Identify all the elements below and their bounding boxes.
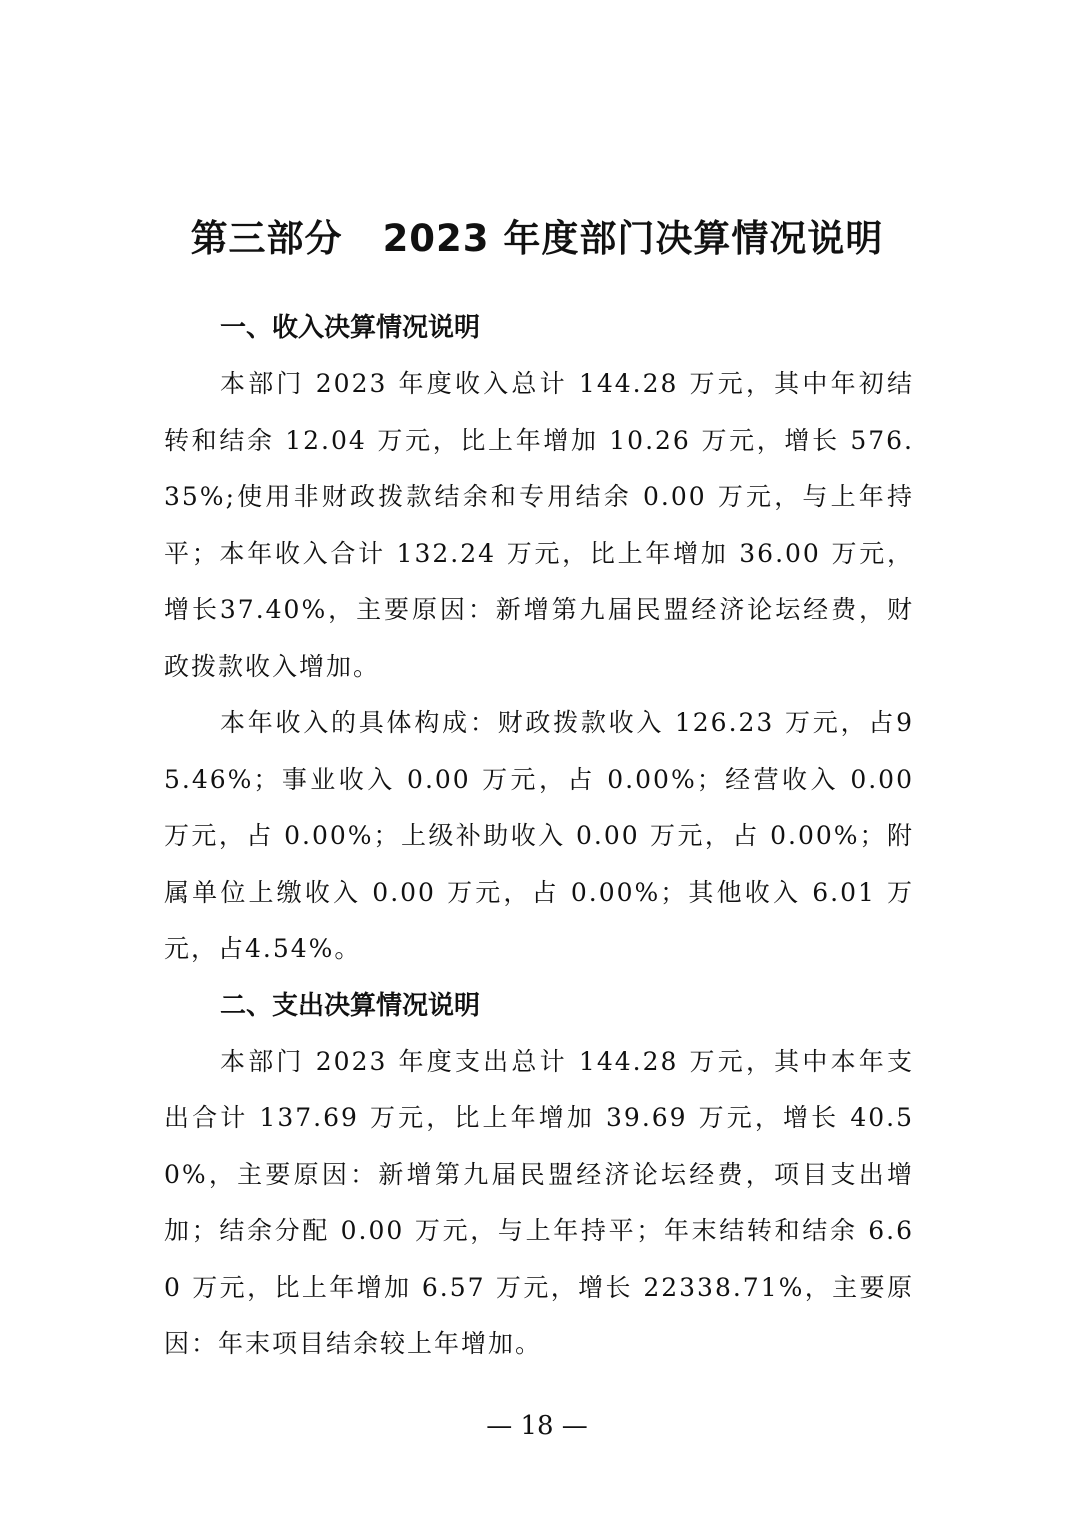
page-number: — 18 — <box>486 1411 588 1441</box>
income-paragraph-2: 本年收入的具体构成：财政拨款收入 126.23 万元，占95.46%；事业收入 0.00 万元，占 0.00%；经营收入 0.00 万元，占 0.00%；上级补助收入 0.00 万元，占 0.00%；附属单位上缴收入 0.00 万元，占 0.00%；其他收入 6.01 万元，占4.54%。 <box>164 708 914 963</box>
section-heading-expenditure: 二、支出决算情况说明 <box>220 990 481 1021</box>
income-paragraph-1: 本部门 2023 年度收入总计 144.28 万元，其中年初结转和结余 12.04 万元，比上年增加 10.26 万元，增长 576.35%;使用非财政拨款结余和专用结余 0.00 万元，与上年持平；本年收入合计 132.24 万元，比上年增加 36.00 万元，增长37.40%，主要原因：新增第九届民盟经济论坛经费，财政拨款收入增加。 <box>164 369 914 681</box>
section-heading-income: 一、收入决算情况说明 <box>220 313 481 343</box>
document-body <box>164 300 914 1373</box>
expenditure-paragraph-1: 本部门 2023 年度支出总计 144.28 万元，其中本年支出合计 137.69 万元，比上年增加 39.69 万元，增长 40.50%，主要原因：新增第九届民盟经济论坛经费，项目支出增加；结余分配 0.00 万元，与上年持平；年末结转和结余 6.60 万元，比上年增加 6.57 万元，增长 22338.71%，主要原因：年末项目结余较上年增加。 <box>164 1046 914 1358</box>
page-title <box>0 213 1074 265</box>
title-part: 第三部分 <box>190 216 343 260</box>
title-text: 2023 年度部门决算情况说明 <box>382 216 884 260</box>
